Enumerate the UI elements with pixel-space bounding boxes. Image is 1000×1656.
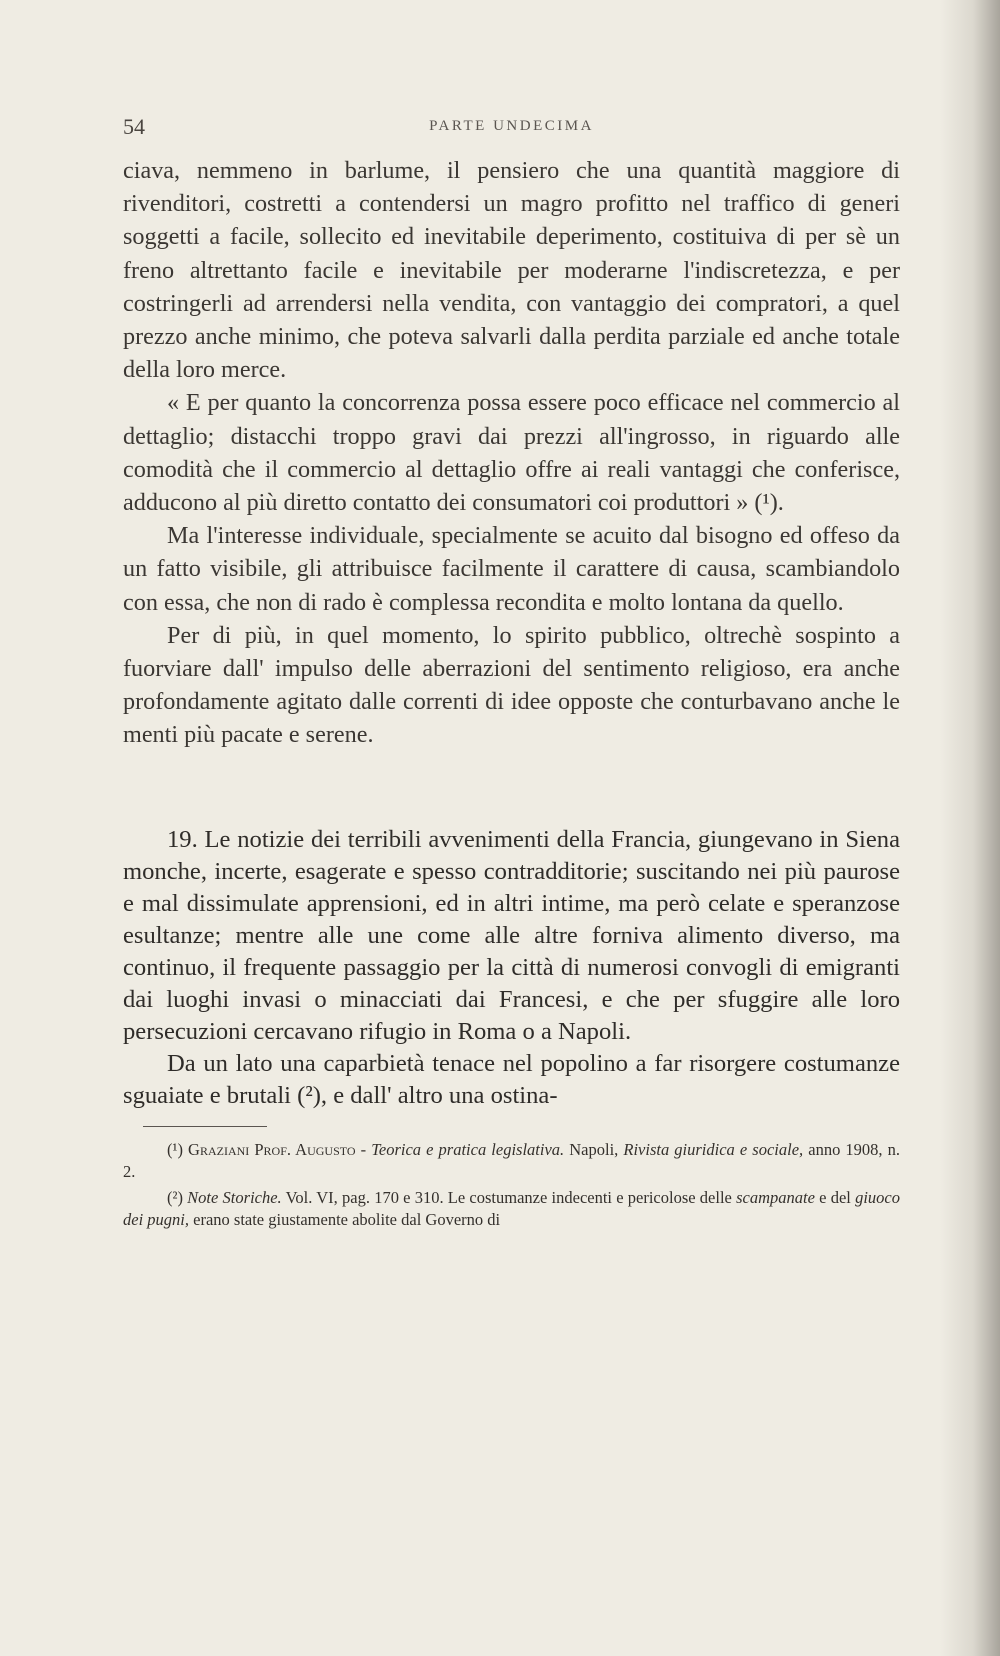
- footnote-2: [123, 1187, 900, 1231]
- footnote-separator: -: [355, 1139, 372, 1159]
- footnote-ref: Vol. VI, pag. 170 e 310. Le costumanze indecenti e pericolose delle: [281, 1187, 737, 1207]
- running-title: PARTE UNDECIMA: [429, 118, 594, 134]
- paragraph-section-19: 19. Le notizie dei terribili avvenimenti della Francia, giungevano in Siena monche, incerte, esagerate e spesso contradditorie; suscitando nei più paurose e mal dissimulate apprensioni, ed in altri intime, ma però celate e speranzose esultanze; mentre alle une come alle altre forniva alimento diverso, ma continuo, il frequente passaggio per la città di numerosi convogli di emigranti dai luoghi invasi o minacciati dai Francesi, e che per sfuggire alle loro persecuzioni cercavano rifugio in Roma o a Napoli.: [123, 825, 900, 1045]
- footnote-journal: Rivista giuridica e sociale,: [623, 1139, 804, 1159]
- paragraph-continuation: ciava, nemmeno in barlume, il pensiero che una quantità maggiore di rivenditori, costretti a contendersi un magro profitto nel traffico di generi soggetti a facile, sollecito ed inevitabile deperimento, costituiva di per sè un freno altrettanto facile e inevitabile per moderarne l'indiscretezza, e per costringerli ad arrendersi nella vendita, con vantaggio dei compratori, a quel prezzo anche minimo, che poteva salvarli dalla perdita parziale ed anche totale della loro merce.: [123, 157, 900, 384]
- main-text: [123, 154, 900, 1112]
- page-number: 54: [123, 114, 145, 139]
- footnote-rule: [143, 1126, 267, 1127]
- footnote-place: Napoli,: [564, 1139, 624, 1159]
- section-break: [123, 752, 900, 824]
- footnote-1: [123, 1139, 900, 1183]
- footnote-title: Teorica e pratica legislativa.: [371, 1139, 565, 1159]
- footnotes: [123, 1139, 900, 1231]
- binding-gutter-shade: [940, 0, 1000, 1656]
- footnote-marker: (¹): [167, 1139, 183, 1159]
- footnote-text: e del: [814, 1187, 856, 1207]
- paragraph: Per di più, in quel momento, lo spirito pubblico, oltrechè sospinto a fuorviare dall' impulso delle aberrazioni del sentimento religioso, era anche profondamente agitato dalle correnti di idee opposte che conturbavano anche le menti più pacate e serene.: [123, 621, 900, 749]
- paragraph: Da un lato una caparbietà tenace nel popolino a far risorgere costumanze sguaiate e brutali (²), e dall' altro una ostina-: [123, 1049, 900, 1109]
- footnote-source: Note Storiche.: [187, 1187, 282, 1207]
- footnote-details: anno 1908, n. 2.: [123, 1139, 901, 1181]
- running-head: [123, 108, 900, 140]
- footnote-marker: (²): [167, 1187, 183, 1207]
- footnote-term: giuoco dei pugni,: [123, 1187, 901, 1229]
- footnote-term: scampanate: [736, 1187, 815, 1207]
- paragraph: Ma l'interesse individuale, specialmente se acuito dal bisogno ed offeso da un fatto visibile, gli attribuisce facilmente il carattere di causa, scambiandolo con essa, che non di rado è complessa recondita e molto lontana da quello.: [123, 522, 900, 616]
- footnote-text: erano state giustamente abolite dal Governo di: [189, 1209, 501, 1229]
- book-page: [123, 108, 900, 1235]
- paragraph-quote: « E per quanto la concorrenza possa essere poco efficace nel commercio al dettaglio; distacchi troppo gravi dai prezzi all'ingrosso, in riguardo alle comodità che il commercio al dettaglio offre ai reali vantaggi che conferisce, adducono al più diretto contatto dei consumatori coi produttori » (¹).: [123, 389, 900, 517]
- footnote-author: Graziani Prof. Augusto: [188, 1139, 356, 1159]
